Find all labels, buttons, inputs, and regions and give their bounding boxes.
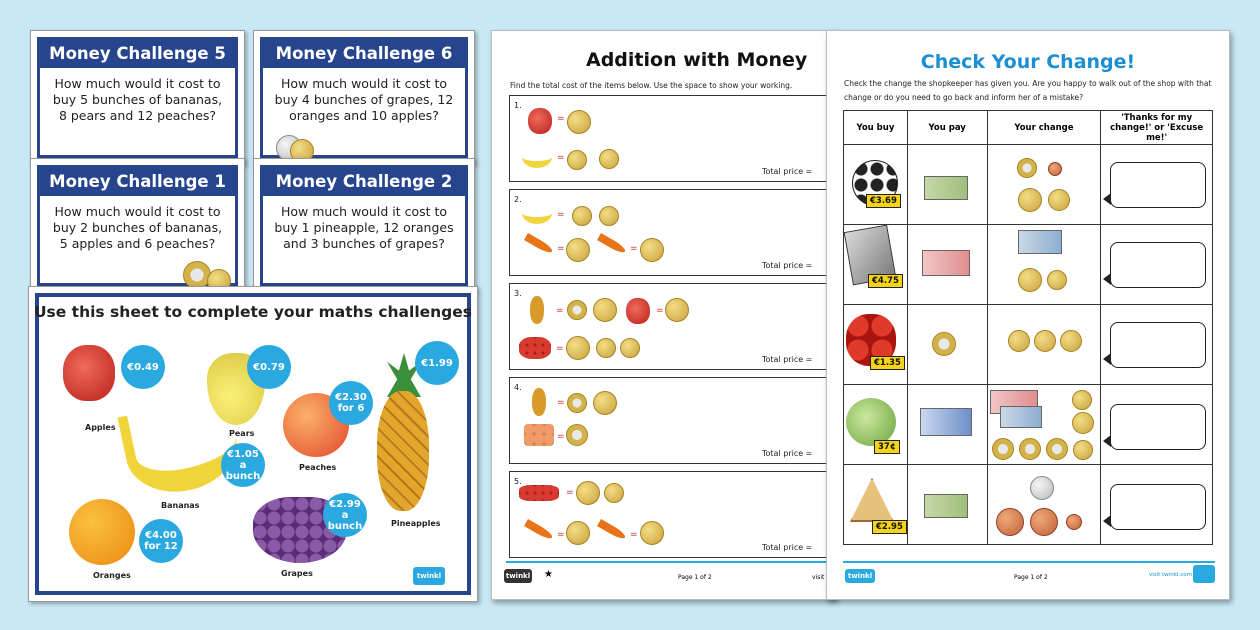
card-title: Money Challenge 2 — [263, 168, 465, 196]
column-header: 'Thanks for my change!' or 'Excuse me!' — [1101, 111, 1213, 145]
banknote-icon — [924, 176, 968, 200]
coin-icon — [620, 338, 640, 358]
coin-icon — [593, 391, 617, 415]
coin-icon — [576, 481, 600, 505]
coin-icon — [566, 336, 590, 360]
total-price-label: Total price = — [762, 543, 813, 552]
coin-icon — [599, 149, 619, 169]
visit-text: visit — [812, 574, 825, 581]
coin-icon — [566, 238, 590, 262]
card-question: How much would it cost to buy 5 bunches of bananas, 8 pears and 12 peaches? — [52, 76, 223, 123]
coin-icon — [1030, 476, 1054, 500]
apple-icon — [63, 345, 115, 401]
coin-icon — [599, 206, 619, 226]
oranges-price-badge: €4.00 for 12 — [141, 521, 181, 561]
total-price-label: Total price = — [762, 355, 813, 364]
equals-sign: = — [556, 344, 564, 354]
fruit-price-sheet — [28, 286, 478, 602]
grapes-label: Grapes — [281, 569, 313, 578]
star-icon: ★ — [544, 569, 553, 580]
challenge-card-1 — [30, 158, 245, 293]
coin-icon — [566, 424, 588, 446]
table-header-row — [844, 111, 1213, 145]
coin-icon — [604, 483, 624, 503]
equals-sign: = — [557, 153, 565, 163]
equals-sign: = — [566, 488, 574, 498]
row-number: 3. — [514, 289, 522, 298]
challenge-card-2 — [253, 158, 475, 293]
sheet-title: Use this sheet to complete your maths challenges — [33, 303, 473, 321]
worksheet-title: Check Your Change! — [920, 51, 1136, 73]
challenge-card-5 — [30, 30, 245, 165]
bananas-price-badge: €1.05 a bunch — [223, 445, 263, 485]
equals-sign: = — [656, 306, 664, 316]
peaches-label: Peaches — [299, 463, 337, 472]
price-tag: 37¢ — [874, 440, 900, 454]
price-tag: €1.35 — [870, 356, 905, 370]
card-question: How much would it cost to buy 2 bunches of bananas, 5 apples and 6 peaches? — [52, 204, 223, 251]
equals-sign: = — [557, 398, 565, 408]
answer-speech-bubble[interactable] — [1110, 404, 1206, 450]
banana-icon — [522, 146, 552, 168]
total-price-label: Total price = — [762, 167, 813, 176]
worksheet-title: Addition with Money — [586, 49, 808, 71]
banknote-icon — [920, 408, 972, 436]
equals-sign: = — [557, 210, 565, 220]
coin-icon — [572, 206, 592, 226]
coin-icon — [1047, 270, 1067, 290]
coin-icon — [1066, 514, 1082, 530]
row-number: 2. — [514, 195, 522, 204]
row-number: 5. — [514, 477, 522, 486]
oranges-label: Oranges — [93, 571, 131, 580]
coin-icon — [1034, 330, 1056, 352]
banknote-icon — [1000, 406, 1042, 428]
price-tag: €3.69 — [866, 194, 901, 208]
equals-sign: = — [630, 530, 638, 540]
card-title: Money Challenge 1 — [40, 168, 235, 196]
coin-icon — [1072, 390, 1092, 410]
twinkl-logo: twinkl — [845, 569, 875, 583]
apples-price-badge: €0.49 — [123, 347, 163, 387]
column-header: You buy — [844, 111, 908, 145]
equals-sign: = — [630, 244, 638, 254]
pears-price-badge: €0.79 — [249, 347, 289, 387]
challenge-card-6 — [253, 30, 475, 165]
page-number: Page 1 of 2 — [678, 574, 712, 581]
equals-sign: = — [557, 432, 565, 442]
coin-icon — [566, 521, 590, 545]
column-header: Your change — [987, 111, 1101, 145]
twinkl-badge-logo — [1193, 565, 1215, 583]
worksheet-instruction: Check the change the shopkeeper has given you. Are you happy to walk out of the shop with that change or do you need to go back and inform her of a mistake? — [844, 79, 1212, 102]
page-number: Page 1 of 2 — [1014, 574, 1048, 581]
total-price-label: Total price = — [762, 449, 813, 458]
twinkl-logo: twinkl — [413, 567, 445, 585]
equals-sign: = — [557, 530, 565, 540]
bananas-label: Bananas — [161, 501, 200, 510]
coin-icon — [1017, 158, 1037, 178]
coin-icon — [1018, 268, 1042, 292]
coin-icon — [640, 521, 664, 545]
tomatoes-icon — [519, 337, 551, 359]
answer-speech-bubble[interactable] — [1110, 322, 1206, 368]
coin-icon — [1073, 440, 1093, 460]
worksheet-instruction: Find the total cost of the items below. Use the space to show your working. — [510, 81, 793, 90]
card-frame — [37, 37, 238, 158]
banknote-icon — [924, 494, 968, 518]
pineapple-icon — [532, 388, 546, 416]
coin-icon — [567, 110, 591, 134]
coin-icon — [567, 150, 587, 170]
card-title: Money Challenge 6 — [263, 40, 465, 68]
banknote-icon — [922, 250, 970, 276]
apples-label: Apples — [85, 423, 116, 432]
footer-line — [506, 561, 836, 563]
tomatoes-icon — [519, 485, 559, 501]
coin-icon — [1030, 508, 1058, 536]
answer-speech-bubble[interactable] — [1110, 162, 1206, 208]
grapes-price-badge: €2.99 a bunch — [325, 495, 365, 535]
footer-line — [843, 561, 1215, 563]
card-frame — [260, 165, 468, 286]
peaches-price-badge: €2.30 for 6 — [331, 383, 371, 423]
coin-icon — [593, 298, 617, 322]
coin-icon — [665, 298, 689, 322]
coin-icon — [567, 393, 587, 413]
pineapples-label: Pineapples — [391, 519, 441, 528]
coin-icon — [992, 438, 1014, 460]
total-price-label: Total price = — [762, 261, 813, 270]
pineapple-icon — [377, 391, 429, 511]
banana-icon — [522, 202, 552, 224]
answer-speech-bubble[interactable] — [1110, 242, 1206, 288]
coin-icon — [1018, 188, 1042, 212]
coin-icon — [1046, 438, 1068, 460]
pears-label: Pears — [229, 429, 255, 438]
column-header: You pay — [907, 111, 987, 145]
coin-icon — [567, 300, 587, 320]
coin-icon — [1019, 438, 1041, 460]
row-number: 4. — [514, 383, 522, 392]
price-tag: €2.95 — [872, 520, 907, 534]
answer-speech-bubble[interactable] — [1110, 484, 1206, 530]
coin-icon — [932, 332, 956, 356]
apple-icon — [528, 108, 552, 134]
equals-sign: = — [557, 114, 565, 124]
visit-text: visit twinkl.com — [1149, 572, 1192, 578]
orange-icon — [69, 499, 135, 565]
peaches-box-icon — [524, 424, 554, 446]
equals-sign: = — [556, 306, 564, 316]
banknote-icon — [1018, 230, 1062, 254]
coin-icon — [996, 508, 1024, 536]
price-tag: €4.75 — [868, 274, 903, 288]
coin-icon — [640, 238, 664, 262]
card-question: How much would it cost to buy 4 bunches of grapes, 12 oranges and 10 apples? — [274, 76, 454, 123]
equals-sign: = — [557, 244, 565, 254]
twinkl-logo: twinkl — [504, 569, 532, 583]
pineapples-price-badge: €1.99 — [417, 343, 457, 383]
card-question: How much would it cost to buy 1 pineapple, 12 oranges and 3 bunches of grapes? — [274, 204, 454, 251]
apple-icon — [626, 298, 650, 324]
coin-icon — [1048, 189, 1070, 211]
coin-icon — [1072, 412, 1094, 434]
card-title: Money Challenge 5 — [40, 40, 235, 68]
coin-icon — [596, 338, 616, 358]
coin-icon — [1048, 162, 1062, 176]
lettuce-icon — [846, 398, 896, 446]
pineapple-icon — [530, 296, 544, 324]
row-number: 1. — [514, 101, 522, 110]
coin-icon — [1060, 330, 1082, 352]
coin-icon — [1008, 330, 1030, 352]
